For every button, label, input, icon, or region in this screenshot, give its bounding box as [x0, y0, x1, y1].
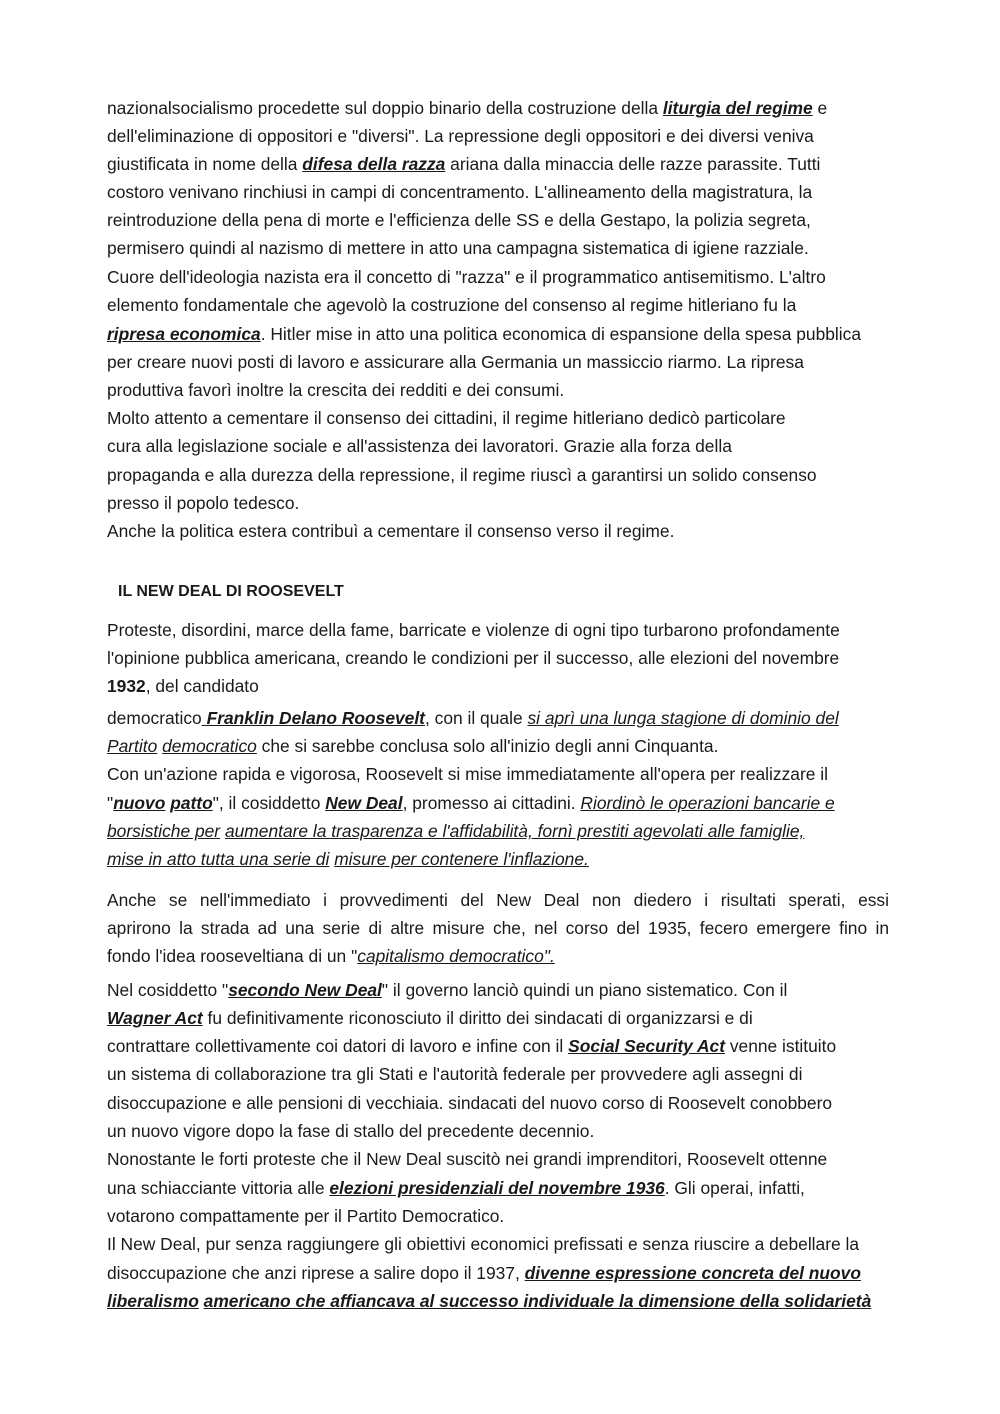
text-line	[107, 619, 840, 641]
text-span: e	[812, 98, 828, 118]
text-span: presso il popolo tedesco.	[107, 493, 300, 513]
text-line	[107, 379, 564, 401]
text-line	[107, 792, 835, 814]
text-line	[107, 1063, 802, 1085]
text-line	[107, 1290, 871, 1312]
text-span: IL NEW DEAL DI ROOSEVELT	[118, 583, 344, 600]
text-line	[107, 492, 299, 514]
text-span: ", il cosiddetto	[212, 793, 326, 813]
emphasized-text: Social Security Act	[568, 1036, 725, 1056]
emphasized-text: Wagner Act	[107, 1008, 203, 1028]
text-line	[107, 1035, 836, 1057]
text-span: , del candidato	[145, 676, 259, 696]
emphasized-text: New Deal	[325, 793, 403, 813]
emphasized-text: si aprì una lunga stagione di dominio del	[527, 708, 839, 728]
text-span: venne istituito	[725, 1036, 837, 1056]
text-line	[107, 407, 786, 429]
text-line	[107, 1092, 832, 1114]
text-span: Cuore dell'ideologia nazista era il concetto di "razza" e il programmatico antisemitismo. L'altro	[107, 267, 826, 287]
text-span: contrattare collettivamente coi datori di lavoro e infine con il	[107, 1036, 569, 1056]
text-line	[107, 153, 820, 175]
text-span: fu definitivamente riconosciuto il diritto dei sindacati di organizzarsi e di	[202, 1008, 753, 1028]
text-line	[107, 1233, 859, 1255]
emphasized-text: secondo New Deal	[228, 980, 382, 1000]
text-line	[107, 464, 817, 486]
text-span: costoro venivano rinchiusi in campi di concentramento. L'allineamento della magistratura, la	[107, 182, 813, 202]
text-line	[107, 97, 827, 119]
text-span: democratico	[107, 708, 202, 728]
text-span: Proteste, disordini, marce della fame, barricate e violenze di ogni tipo turbarono profondamente	[107, 620, 840, 640]
emphasized-text: mise in atto tutta una serie di	[107, 849, 330, 869]
text-span: , promesso ai cittadini.	[402, 793, 581, 813]
text-span: "	[107, 793, 114, 813]
text-line	[107, 209, 811, 231]
text-line	[107, 848, 589, 870]
text-span: Nonostante le forti proteste che il New Deal suscitò nei grandi imprenditori, Roosevelt ottenne	[107, 1149, 828, 1169]
text-span: Il New Deal, pur senza raggiungere gli obiettivi economici prefissati e senza riuscire a debellare la	[107, 1234, 860, 1254]
emphasized-text: ripresa economica	[107, 324, 261, 344]
text-span: produttiva favorì inoltre la crescita dei redditi e dei consumi.	[107, 380, 565, 400]
text-span: cura alla legislazione sociale e all'assistenza dei lavoratori. Grazie alla forza della	[107, 436, 732, 456]
text-span: l'opinione pubblica americana, creando le condizioni per il successo, alle elezioni del novembre	[107, 648, 840, 668]
emphasized-text: Franklin Delano Roosevelt	[201, 708, 425, 728]
emphasized-text: divenne espressione concreta del nuovo	[524, 1263, 861, 1283]
text-span: propaganda e alla durezza della repressione, il regime riuscì a garantirsi un solido consenso	[107, 465, 817, 485]
text-line	[107, 763, 828, 785]
text-span: votarono compattamente per il Partito Democratico.	[107, 1206, 505, 1226]
text-line	[107, 735, 718, 757]
emphasized-text: elezioni presidenziali del novembre 1936	[329, 1178, 665, 1198]
text-line	[107, 351, 804, 373]
text-span: dell'eliminazione di oppositori e "diversi". La repressione degli oppositori e dei diversi veniva	[107, 126, 814, 146]
text-span: aprirono la strada ad una serie di altre misure che, nel corso del 1935, fecero emergere fino in	[107, 918, 889, 938]
text-line	[107, 1007, 753, 1029]
text-line	[107, 945, 555, 967]
emphasized-text: 1932	[107, 676, 146, 696]
text-line	[107, 435, 732, 457]
text-line	[107, 675, 259, 697]
section-heading	[118, 581, 344, 603]
emphasized-text: Partito	[107, 736, 158, 756]
text-line	[107, 1120, 594, 1142]
text-span: , con il quale	[424, 708, 528, 728]
text-line	[107, 1148, 827, 1170]
text-span: " il governo lanciò quindi un piano sistematico. Con il	[381, 980, 788, 1000]
text-span: Nel cosiddetto "	[107, 980, 229, 1000]
emphasized-text: Riordinò le operazioni bancarie e	[580, 793, 835, 813]
text-span: Anche se nell'immediato i provvedimenti del New Deal non diedero i risultati sperati, essi	[107, 890, 889, 910]
emphasized-text: difesa della razza	[302, 154, 446, 174]
text-line	[107, 1205, 504, 1227]
text-span: per creare nuovi posti di lavoro e assicurare alla Germania un massiccio riarmo. La ripresa	[107, 352, 804, 372]
emphasized-text: misure per contenere l'inflazione.	[334, 849, 589, 869]
emphasized-text: borsistiche per	[107, 821, 221, 841]
emphasized-text: americano che affiancava al successo individuale la dimensione della solidarietà	[203, 1291, 872, 1311]
text-span: permisero quindi al nazismo di mettere in atto una campagna sistematica di igiene razziale.	[107, 238, 809, 258]
text-span: reintroduzione della pena di morte e l'efficienza delle SS e della Gestapo, la polizia segreta,	[107, 210, 811, 230]
text-line	[107, 1177, 805, 1199]
text-span: disoccupazione e alle pensioni di vecchiaia. sindacati del nuovo corso di Roosevelt conobbero	[107, 1093, 833, 1113]
text-span: un nuovo vigore dopo la fase di stallo del precedente decennio.	[107, 1121, 595, 1141]
emphasized-text: nuovo	[113, 793, 166, 813]
text-line	[107, 917, 889, 939]
text-line	[107, 520, 674, 542]
text-span: Con un'azione rapida e vigorosa, Roosevelt si mise immediatamente all'opera per realizzare il	[107, 764, 828, 784]
emphasized-text: capitalismo democratico".	[357, 946, 555, 966]
text-line	[107, 323, 861, 345]
text-line	[107, 647, 839, 669]
text-line	[107, 266, 826, 288]
text-span: disoccupazione che anzi riprese a salire dopo il 1937,	[107, 1263, 525, 1283]
text-line	[107, 889, 889, 911]
text-span: Anche la politica estera contribuì a cementare il consenso verso il regime.	[107, 521, 675, 541]
emphasized-text: liberalismo	[107, 1291, 199, 1311]
text-line	[107, 1262, 861, 1284]
text-line	[107, 125, 814, 147]
text-span: giustificata in nome della	[107, 154, 303, 174]
text-line	[107, 979, 787, 1001]
text-line	[107, 181, 812, 203]
text-span: fondo l'idea rooseveltiana di un "	[107, 946, 358, 966]
text-span: . Hitler mise in atto una politica economica di espansione della spesa pubblica	[260, 324, 862, 344]
text-line	[107, 707, 839, 729]
text-span: ariana dalla minaccia delle razze parassite. Tutti	[445, 154, 821, 174]
text-span: Molto attento a cementare il consenso dei cittadini, il regime hitleriano dedicò particolare	[107, 408, 786, 428]
text-span: nazionalsocialismo procedette sul doppio binario della costruzione della	[107, 98, 663, 118]
text-line	[107, 820, 804, 842]
emphasized-text: aumentare la trasparenza e l'affidabilità, fornì prestiti agevolati alle famiglie,	[224, 821, 805, 841]
text-span: una schiacciante vittoria alle	[107, 1178, 330, 1198]
text-span: elemento fondamentale che agevolò la costruzione del consenso al regime hitleriano fu la	[107, 295, 797, 315]
text-span: che si sarebbe conclusa solo all'inizio degli anni Cinquanta.	[256, 736, 719, 756]
text-span: un sistema di collaborazione tra gli Stati e l'autorità federale per provvedere agli assegni di	[107, 1064, 803, 1084]
text-span: . Gli operai, infatti,	[664, 1178, 805, 1198]
emphasized-text: patto	[170, 793, 213, 813]
emphasized-text: democratico	[162, 736, 257, 756]
text-line	[107, 294, 796, 316]
text-line	[107, 237, 809, 259]
emphasized-text: liturgia del regime	[662, 98, 813, 118]
